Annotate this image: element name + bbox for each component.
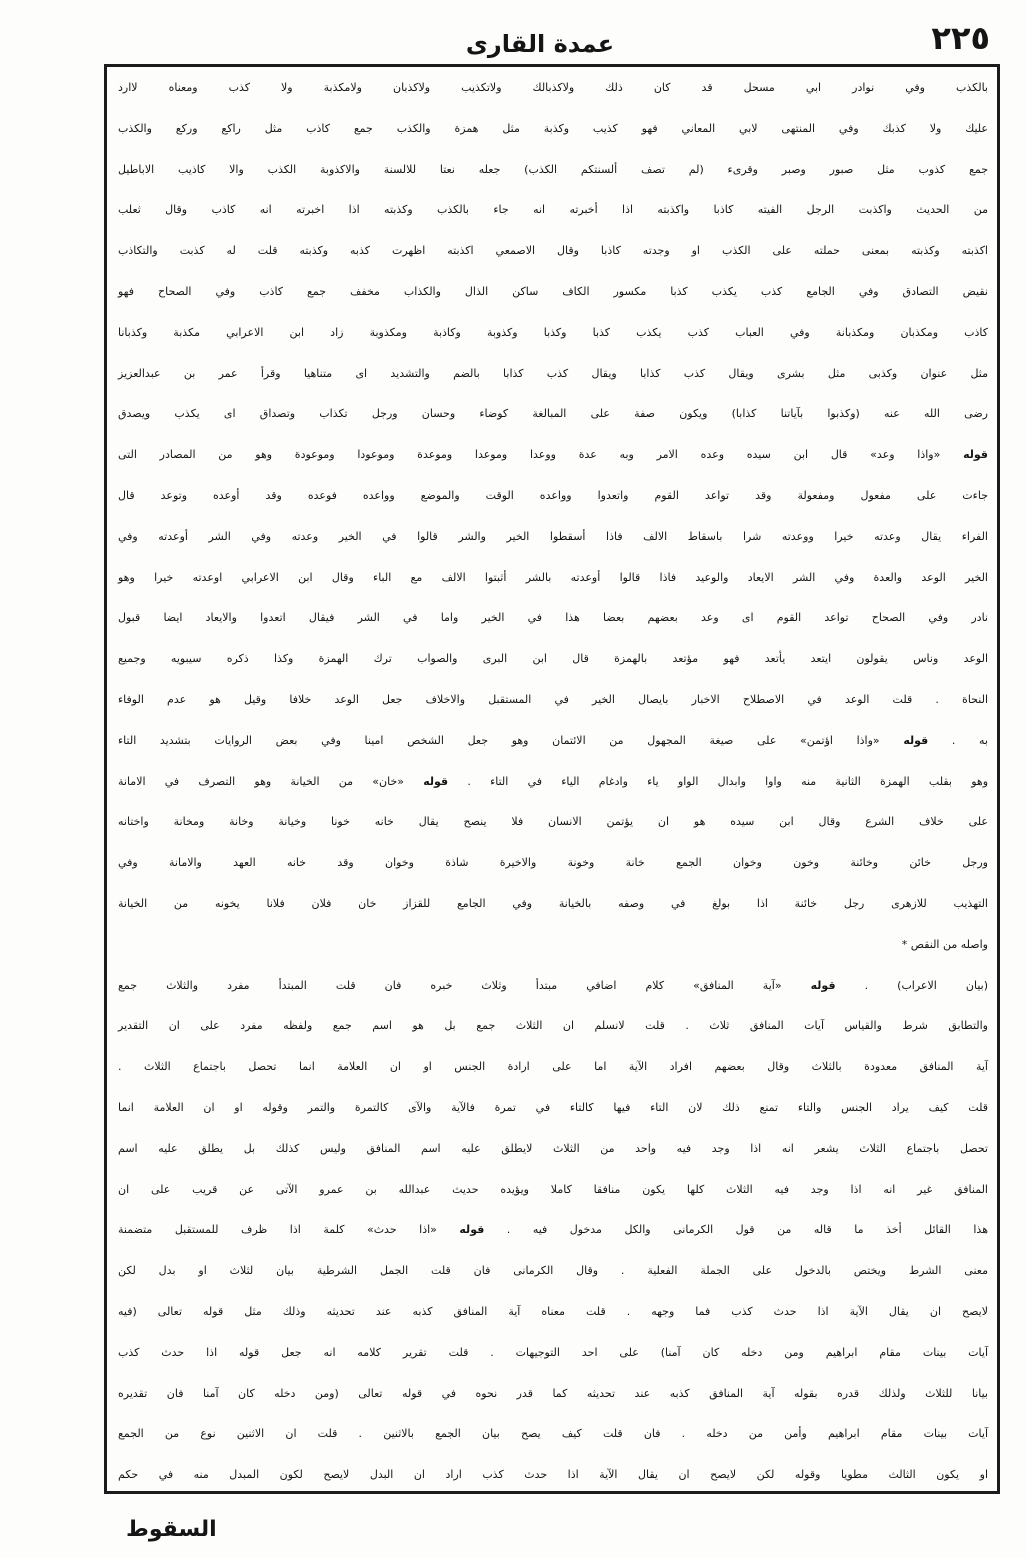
- text-line: نقيض التصادق وفي الجامع كذب يكذب كذبا مكسور الكاف ساكن الذال والكذاب مخفف جمع كاذب وفي الصحاح فهو: [118, 284, 988, 298]
- text-line: والتطابق شرط والقياس آيات المنافق ثلاث . قلت لانسلم ان الثلاث جمع بل هو اسم جمع ولفظه مفرد على ان التقدير: [118, 1019, 988, 1033]
- text-line: مثل عنوان وكذبى مثل بشرى ويقال كذب كذابا ويقال كذب كذابا بالضم والتشديد اى متناهيا وقرأ عمر بن عبدالعزيز: [118, 366, 988, 380]
- text-line: الوعد وناس يقولون ايتعد يأتعد فهو مؤتعد بالهمزة قال ابن البرى والصواب ترك الهمزة وكذا ذكره سيبويه وجميع: [118, 652, 988, 666]
- text-line: عليك ولا كذبك وفي المنتهى لابي المعاني فهو كذيب وكذبة مثل همزة والكذب جمع كاذب مثل راكع وركع والكذب: [118, 121, 988, 135]
- text-line: آيات بينات مقام ابراهيم ومن دخله كان آمنا) على احد التوجيهات . قلت تقرير كلامه انه جعل قوله اذا حدث كذب: [118, 1345, 988, 1359]
- running-title: عمدة القارى: [465, 30, 615, 58]
- text-line: على خلاف الشرع وقال ابن سيده هو ان يؤتمن الانسان فلا ينصح يقال خانه خونا وخيانة وخانة ومخانة واختانه: [118, 815, 988, 829]
- text-line: قوله «واذا وعد» قال ابن سيده وعده الامر وبه عدة ووعدا وموعدا وموعدة وموعودا وموعودة وهو من المصادر التى: [118, 448, 988, 462]
- text-line: قلت كيف يراد الجنس والتاء تمنع ذلك لان التاء فيها كالتاء في تمرة فالآية والآى كالتمرة والتمر وقوله او ان العلامة انما: [118, 1100, 988, 1114]
- catchword: السقوط: [126, 1517, 217, 1542]
- text-line: بالكذب وفي نوادر ابي مسحل قد كان ذلك ولاكذبالك ولاتكذيب ولاكذبان ولامكذبة ولا كذب ومعناه لاارد: [118, 81, 988, 94]
- text-line: المنافق غير انه اذا وجد فيه الثلاث كلها يكون منافقا كاملا ويؤيده حديث عبدالله بن عمرو الآتى عن قريب على ان: [118, 1182, 988, 1196]
- text-line: لايصح ان يقال الآية اذا حدث كذب فما وجهه . قلت معناه آية المنافق كذبه عند تحديثه وذلك مثل قوله تعالى (فيه: [118, 1304, 988, 1318]
- text-line: آيات بينات مقام ابراهيم وأمن من دخله . فان قلت كيف يصح بيان الجمع بالاثنين . قلت ان الاثنين نوع من الجمع: [118, 1427, 988, 1441]
- text-line: هذا القائل أخذ ما قاله من قول الكرمانى والكل مدخول فيه . قوله «اذا حدث» كلمة اذا ظرف للمستقبل متضمنة: [118, 1223, 988, 1237]
- text-line: معنى الشرط ويختص بالدخول على الجملة الفعلية . وقال الكرمانى فان قلت الجمل الشرطية بيان لثلاث او بدل لكن: [118, 1264, 988, 1278]
- paragraph-end-line: واصله من النقص *: [901, 937, 988, 951]
- text-line: (بيان الاعراب) . قوله «آية المنافق» كلام اضافي مبتدأ وثلاث خبره فان قلت المبتدأ مفرد والثلاث جمع: [118, 978, 988, 992]
- text-line: كاذب ومكذبان ومكذبانة وفي العباب كذب يكذب كذبا وكذبا وكذوبة وكاذبة ومكذوبة زاد ابن الاعرابي مكذبة وكذبانا: [118, 325, 988, 339]
- text-line: التهذيب للازهرى رجل خائنة اذا بولغ في وصفه بالخيانة وفي الجامع للقزاز خان فلان فلانا يخونه من الخيانة: [118, 896, 988, 910]
- text-line: الخير الوعد والعدة وفي الشر الايعاد والوعيد فاذا قالوا أوعدته بالشر أثبتوا الالف مع الباء وقال ابن الاعرابي اوعدته خيرا وهو: [118, 570, 988, 584]
- text-line: او يكون الثالث مطويا وقوله لكن لايصح ان يقال الآية اذا حدث كذب اراد ان البدل لايصح لكون المبدل منه في حكم: [118, 1468, 988, 1482]
- text-line: آية المنافق معدودة بالثلاث وقال بعضهم افراد الآية اما على ارادة الجنس او ان العلامة انما تحصل باجتماع الثلاث .: [118, 1060, 988, 1074]
- text-line: الفراء يقال وعدته خيرا ووعدته شرا باسقاط الالف فاذا أسقطوا الخير والشر قالوا في الخير وعدته وفي الشر أوعدته وفي: [118, 529, 988, 543]
- text-line: جمع كذوب مثل صبور وصبر وقرىء (لم تصف ألسنتكم الكذب) جعله نعتا للالسنة والاكذوبة الكذب والا كاذيب الاباطيل: [118, 162, 988, 176]
- text-line: النحاة . قلت الوعد في الاصطلاح الاخبار بايصال الخير في المستقبل والاخلاف جعل الوعد خلافا وقيل هو عدم الوفاء: [118, 692, 988, 706]
- text-line: ورجل خائن وخائنة وخون وخوان الجمع خانة وخونة والاخيرة شاذة وخوان وقد خانه العهد والامانة وفي: [118, 856, 988, 870]
- text-line: جاءت على مفعول ومفعولة وقد تواعد القوم واتعدوا وواعده الوقت والموضع وواعده فوعده وقد أوعده وتوعد قال: [118, 488, 988, 502]
- text-line: من الحديث واكذبت الرجل الفيته كاذبا واكذبته اذا أخبرته انه جاء بالكذب وكذبته اذا اخبرته انه كاذب وقال ثعلب: [118, 203, 988, 217]
- text-line: نادر وفي الصحاح تواعد القوم اى وعد بعضهم بعضا هذا في الخير واما في الشر فيقال اتعدوا والايعاد ايضا قبول: [118, 611, 988, 625]
- text-body: [118, 68, 988, 1496]
- text-line: وهو بقلب الهمزة الثانية منه واوا وابدال الواو ياء وادغام الياء في التاء . قوله «خان» من الخيانة وهو التصرف في الامانة: [118, 774, 989, 788]
- text-line: بيانا للثلاث ولذلك قدره بقوله آية المنافق كذبه عند تحديثه كما قدر نحوه في قوله تعالى (ومن دخله كان آمنا فان تقديره: [118, 1386, 988, 1400]
- page-number: ٢٢٥: [931, 19, 990, 57]
- text-line: به . قوله «واذا اؤتمن» على صيغة المجهول من الائتمان وهو جعل الشخص امينا وفي بعض الروايات بتشديد التاء: [118, 733, 988, 747]
- text-line: تحصل باجتماع الثلاث يشعر انه اذا وجد فيه واحد من الثلاث لايطلق عليه اسم المنافق وليس كذلك بل يطلق عليه اسم: [118, 1141, 988, 1155]
- text-line: اكذبته وكذبته بمعنى حملته على الكذب او وجدته كاذبا وقال الاصمعي اكذبته اظهرت كذبه وكذبته قلت له كذبت والتكاذب: [118, 244, 988, 258]
- text-line: رضى الله عنه (وكذبوا بآياتنا كذابا) ويكون صفة على المبالغة كوضاء وحسان ورجل تكذاب وتصداق اى يكذب ويصدق: [118, 407, 988, 421]
